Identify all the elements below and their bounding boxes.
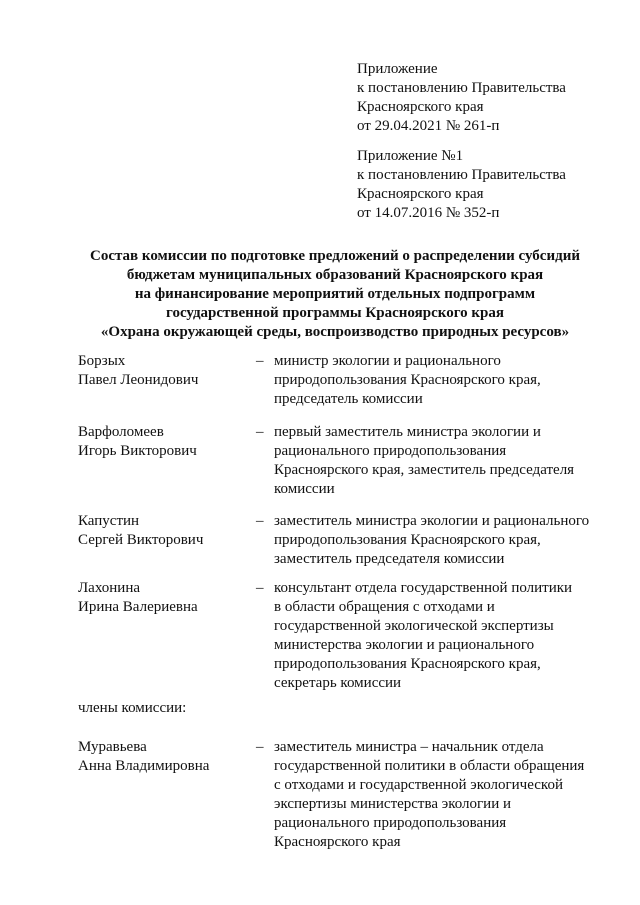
title-line: Состав комиссии по подготовке предложений о распределении субсидий (90, 248, 580, 264)
role-line: министр экологии и рационального (274, 353, 501, 369)
member-given-names: Сергей Викторович (78, 532, 204, 548)
dash-separator: – (256, 513, 264, 529)
member-given-names: Павел Леонидович (78, 372, 199, 388)
member-name (78, 579, 248, 617)
role-line: экспертизы министерства экологии и (274, 796, 512, 812)
role-line: Красноярского края (274, 834, 401, 850)
dash-separator: – (256, 580, 264, 596)
role-line: заместитель министра экологии и рационального (274, 513, 590, 529)
title-line: государственной программы Красноярского края (166, 305, 504, 321)
role-line: председатель комиссии (274, 391, 423, 407)
role-line: заместитель председателя комиссии (274, 551, 505, 567)
title-line: бюджетам муниципальных образований Красноярского края (126, 267, 544, 283)
appendix-line: от 29.04.2021 № 261-п (357, 118, 500, 134)
role-line: консультант отдела государственной политики (274, 580, 573, 596)
appendix-line: Красноярского края (357, 99, 484, 115)
role-line: заместитель министра – начальник отдела (274, 739, 544, 755)
appendix-line: от 14.07.2016 № 352-п (357, 205, 500, 221)
members-section-label: члены комиссии: (78, 700, 187, 716)
role-line: первый заместитель министра экологии и (274, 424, 541, 440)
appendix-line: Красноярского края (357, 186, 484, 202)
member-given-names: Игорь Викторович (78, 443, 197, 459)
document-title (40, 247, 630, 342)
role-line: государственной политики в области обращения (274, 758, 585, 774)
appendix-current-reference (357, 60, 627, 136)
appendix-line: Приложение №1 (357, 148, 464, 164)
member-role (274, 579, 604, 693)
title-line: на финансирование мероприятий отдельных подпрограмм (134, 286, 536, 302)
dash-separator: – (256, 739, 264, 755)
appendix-line: к постановлению Правительства (357, 167, 566, 183)
role-line: природопользования Красноярского края, (274, 656, 541, 672)
member-role (274, 352, 604, 409)
role-line: государственной экологической экспертизы (274, 618, 554, 634)
member-given-names: Ирина Валериевна (78, 599, 198, 615)
member-surname: Варфоломеев (78, 424, 164, 440)
role-line: с отходами и государственной экологической (274, 777, 563, 793)
role-line: министерства экологии и рационального (274, 637, 535, 653)
member-name (78, 352, 248, 390)
role-line: рационального природопользования (274, 443, 507, 459)
appendix-line: к постановлению Правительства (357, 80, 566, 96)
member-surname: Капустин (78, 513, 140, 529)
role-line: Красноярского края, заместитель председателя (274, 462, 575, 478)
member-surname: Муравьева (78, 739, 147, 755)
member-role (274, 512, 604, 569)
member-role (274, 738, 604, 852)
member-role (274, 423, 604, 499)
role-line: секретарь комиссии (274, 675, 402, 691)
member-name (78, 423, 248, 461)
role-line: в области обращения с отходами и (274, 599, 495, 615)
member-name (78, 738, 248, 776)
member-surname: Борзых (78, 353, 126, 369)
member-given-names: Анна Владимировна (78, 758, 210, 774)
role-line: рационального природопользования (274, 815, 507, 831)
appendix-line: Приложение (357, 61, 438, 77)
role-line: комиссии (274, 481, 335, 497)
member-surname: Лахонина (78, 580, 140, 596)
role-line: природопользования Красноярского края, (274, 532, 541, 548)
title-line: «Охрана окружающей среды, воспроизводство природных ресурсов» (100, 324, 570, 340)
appendix-original-reference (357, 147, 627, 223)
dash-separator: – (256, 424, 264, 440)
dash-separator: – (256, 353, 264, 369)
role-line: природопользования Красноярского края, (274, 372, 541, 388)
member-name (78, 512, 248, 550)
